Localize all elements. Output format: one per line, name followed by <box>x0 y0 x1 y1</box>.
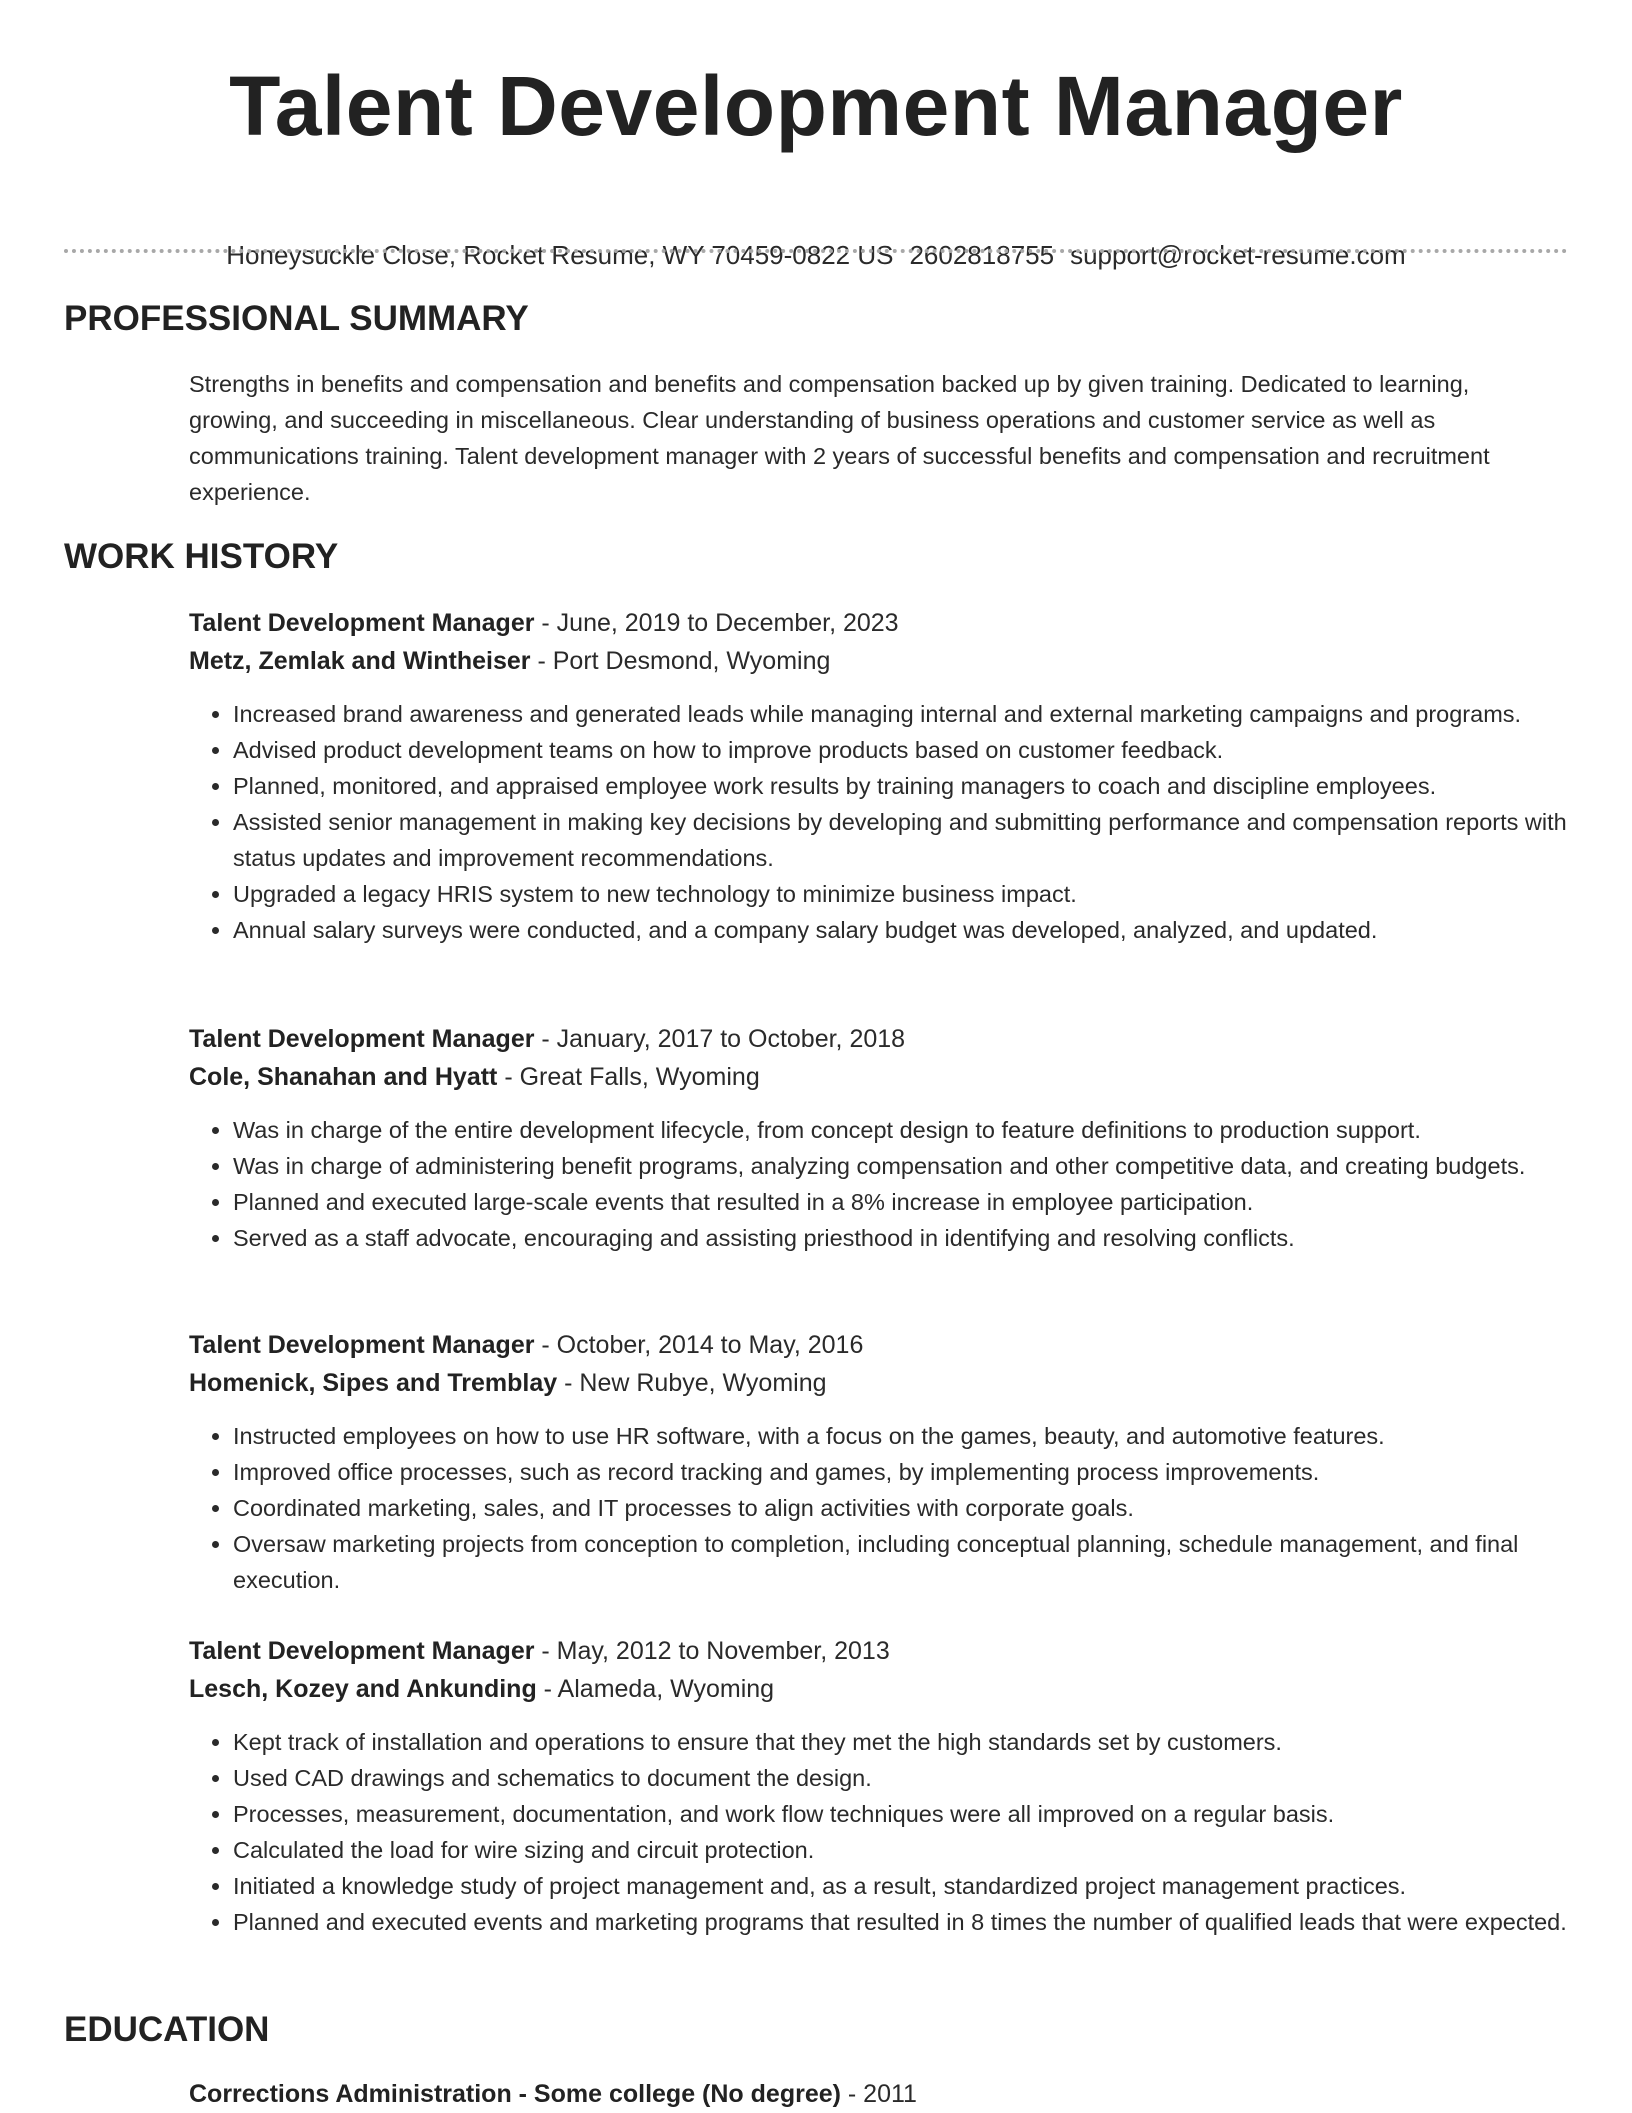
job-bullet: • Assisted senior management in making key decisions by developing and submitting performance and compensation reports with status updates and improvement recommendations. <box>233 804 1569 876</box>
job-bullet: • Was in charge of the entire development lifecycle, from concept design to feature definitions to production support. <box>233 1112 1569 1148</box>
summary-text: Strengths in benefits and compensation and benefits and compensation backed up by given training. Dedicated to learning, growing, and succeeding in miscellaneous. Clear understanding of business operations and customer service as well as communications training. Talent development manager with 2 years of successful benefits and compensation and recruitment experience. <box>189 371 1490 505</box>
job-location: - New Rubye, Wyoming <box>557 1369 827 1397</box>
contact-phone: 2602818755 <box>909 240 1055 270</box>
job-bullet: • Annual salary surveys were conducted, and a company salary budget was developed, analyzed, and updated. <box>233 912 1569 948</box>
job-company-line <box>189 1058 1569 1096</box>
job-company-line <box>189 1670 1569 1708</box>
job-bullet: • Coordinated marketing, sales, and IT processes to align activities with corporate goals. <box>233 1490 1569 1526</box>
job-bullet: • Kept track of installation and operations to ensure that they met the high standards set by customers. <box>233 1724 1569 1760</box>
job-bullet: • Oversaw marketing projects from conception to completion, including conceptual planning, schedule management, and final execution. <box>233 1526 1569 1598</box>
contact-email[interactable]: support@rocket-resume.com <box>1070 240 1406 270</box>
job-location: - Great Falls, Wyoming <box>497 1063 760 1091</box>
job-entry <box>189 1326 1569 1598</box>
job-bullet: • Used CAD drawings and schematics to document the design. <box>233 1760 1569 1796</box>
education-degree: Corrections Administration - Some college (No degree) <box>189 2080 841 2108</box>
job-dates: - June, 2019 to December, 2023 <box>534 609 899 637</box>
job-title: Talent Development Manager <box>189 609 535 637</box>
job-title-line <box>189 604 1569 642</box>
job-bullet: • Instructed employees on how to use HR software, with a focus on the games, beauty, and automotive features. <box>233 1418 1569 1454</box>
job-title-line <box>189 1326 1569 1364</box>
job-title-line <box>189 1632 1569 1670</box>
job-bullets <box>189 696 1569 948</box>
job-entry <box>189 604 1569 948</box>
education-entry <box>189 2075 917 2113</box>
job-bullet: • Initiated a knowledge study of project management and, as a result, standardized project management practices. <box>233 1868 1569 1904</box>
job-bullets <box>189 1418 1569 1598</box>
job-dates: - January, 2017 to October, 2018 <box>534 1025 906 1053</box>
job-bullet: • Planned, monitored, and appraised employee work results by training managers to coach and discipline employees. <box>233 768 1569 804</box>
section-title-education: EDUCATION <box>64 2010 270 2049</box>
job-dates: - October, 2014 to May, 2016 <box>534 1331 864 1359</box>
job-company: Cole, Shanahan and Hyatt <box>189 1063 498 1091</box>
job-company-line <box>189 642 1569 680</box>
job-title: Talent Development Manager <box>189 1025 535 1053</box>
contact-line <box>0 239 1632 271</box>
job-location: - Alameda, Wyoming <box>536 1675 775 1703</box>
section-title-summary: PROFESSIONAL SUMMARY <box>64 299 529 338</box>
job-company-line <box>189 1364 1569 1402</box>
job-bullet: • Advised product development teams on how to improve products based on customer feedback. <box>233 732 1569 768</box>
job-entry <box>189 1632 1569 1940</box>
contact-address: Honeysuckle Close, Rocket Resume, WY 70459-0822 US <box>226 240 894 270</box>
job-entry <box>189 1020 1569 1256</box>
job-company: Homenick, Sipes and Tremblay <box>189 1369 558 1397</box>
candidate-name: Talent Development Manager <box>229 59 1403 153</box>
resume-header <box>0 0 1632 270</box>
education-year: - 2011 <box>840 2080 917 2108</box>
job-bullet: • Served as a staff advocate, encouraging and assisting priesthood in identifying and resolving conflicts. <box>233 1220 1569 1256</box>
job-bullet: • Was in charge of administering benefit programs, analyzing compensation and other competitive data, and creating budgets. <box>233 1148 1569 1184</box>
job-bullets <box>189 1112 1569 1256</box>
job-bullet: • Planned and executed events and marketing programs that resulted in 8 times the number of qualified leads that were expected. <box>233 1904 1569 1940</box>
job-bullet: • Improved office processes, such as record tracking and games, by implementing process improvements. <box>233 1454 1569 1490</box>
job-title: Talent Development Manager <box>189 1331 535 1359</box>
job-title: Talent Development Manager <box>189 1637 535 1665</box>
job-bullet: • Calculated the load for wire sizing and circuit protection. <box>233 1832 1569 1868</box>
job-company: Metz, Zemlak and Wintheiser <box>189 647 531 675</box>
job-bullet: • Increased brand awareness and generated leads while managing internal and external marketing campaigns and programs. <box>233 696 1569 732</box>
job-location: - Port Desmond, Wyoming <box>530 647 831 675</box>
job-bullet: • Processes, measurement, documentation, and work flow techniques were all improved on a regular basis. <box>233 1796 1569 1832</box>
job-bullets <box>189 1724 1569 1940</box>
header-divider <box>64 249 1568 253</box>
job-dates: - May, 2012 to November, 2013 <box>534 1637 890 1665</box>
job-title-line <box>189 1020 1569 1058</box>
job-bullet: • Upgraded a legacy HRIS system to new technology to minimize business impact. <box>233 876 1569 912</box>
section-title-work: WORK HISTORY <box>64 537 339 576</box>
job-bullet: • Planned and executed large-scale events that resulted in a 8% increase in employee participation. <box>233 1184 1569 1220</box>
job-company: Lesch, Kozey and Ankunding <box>189 1675 537 1703</box>
